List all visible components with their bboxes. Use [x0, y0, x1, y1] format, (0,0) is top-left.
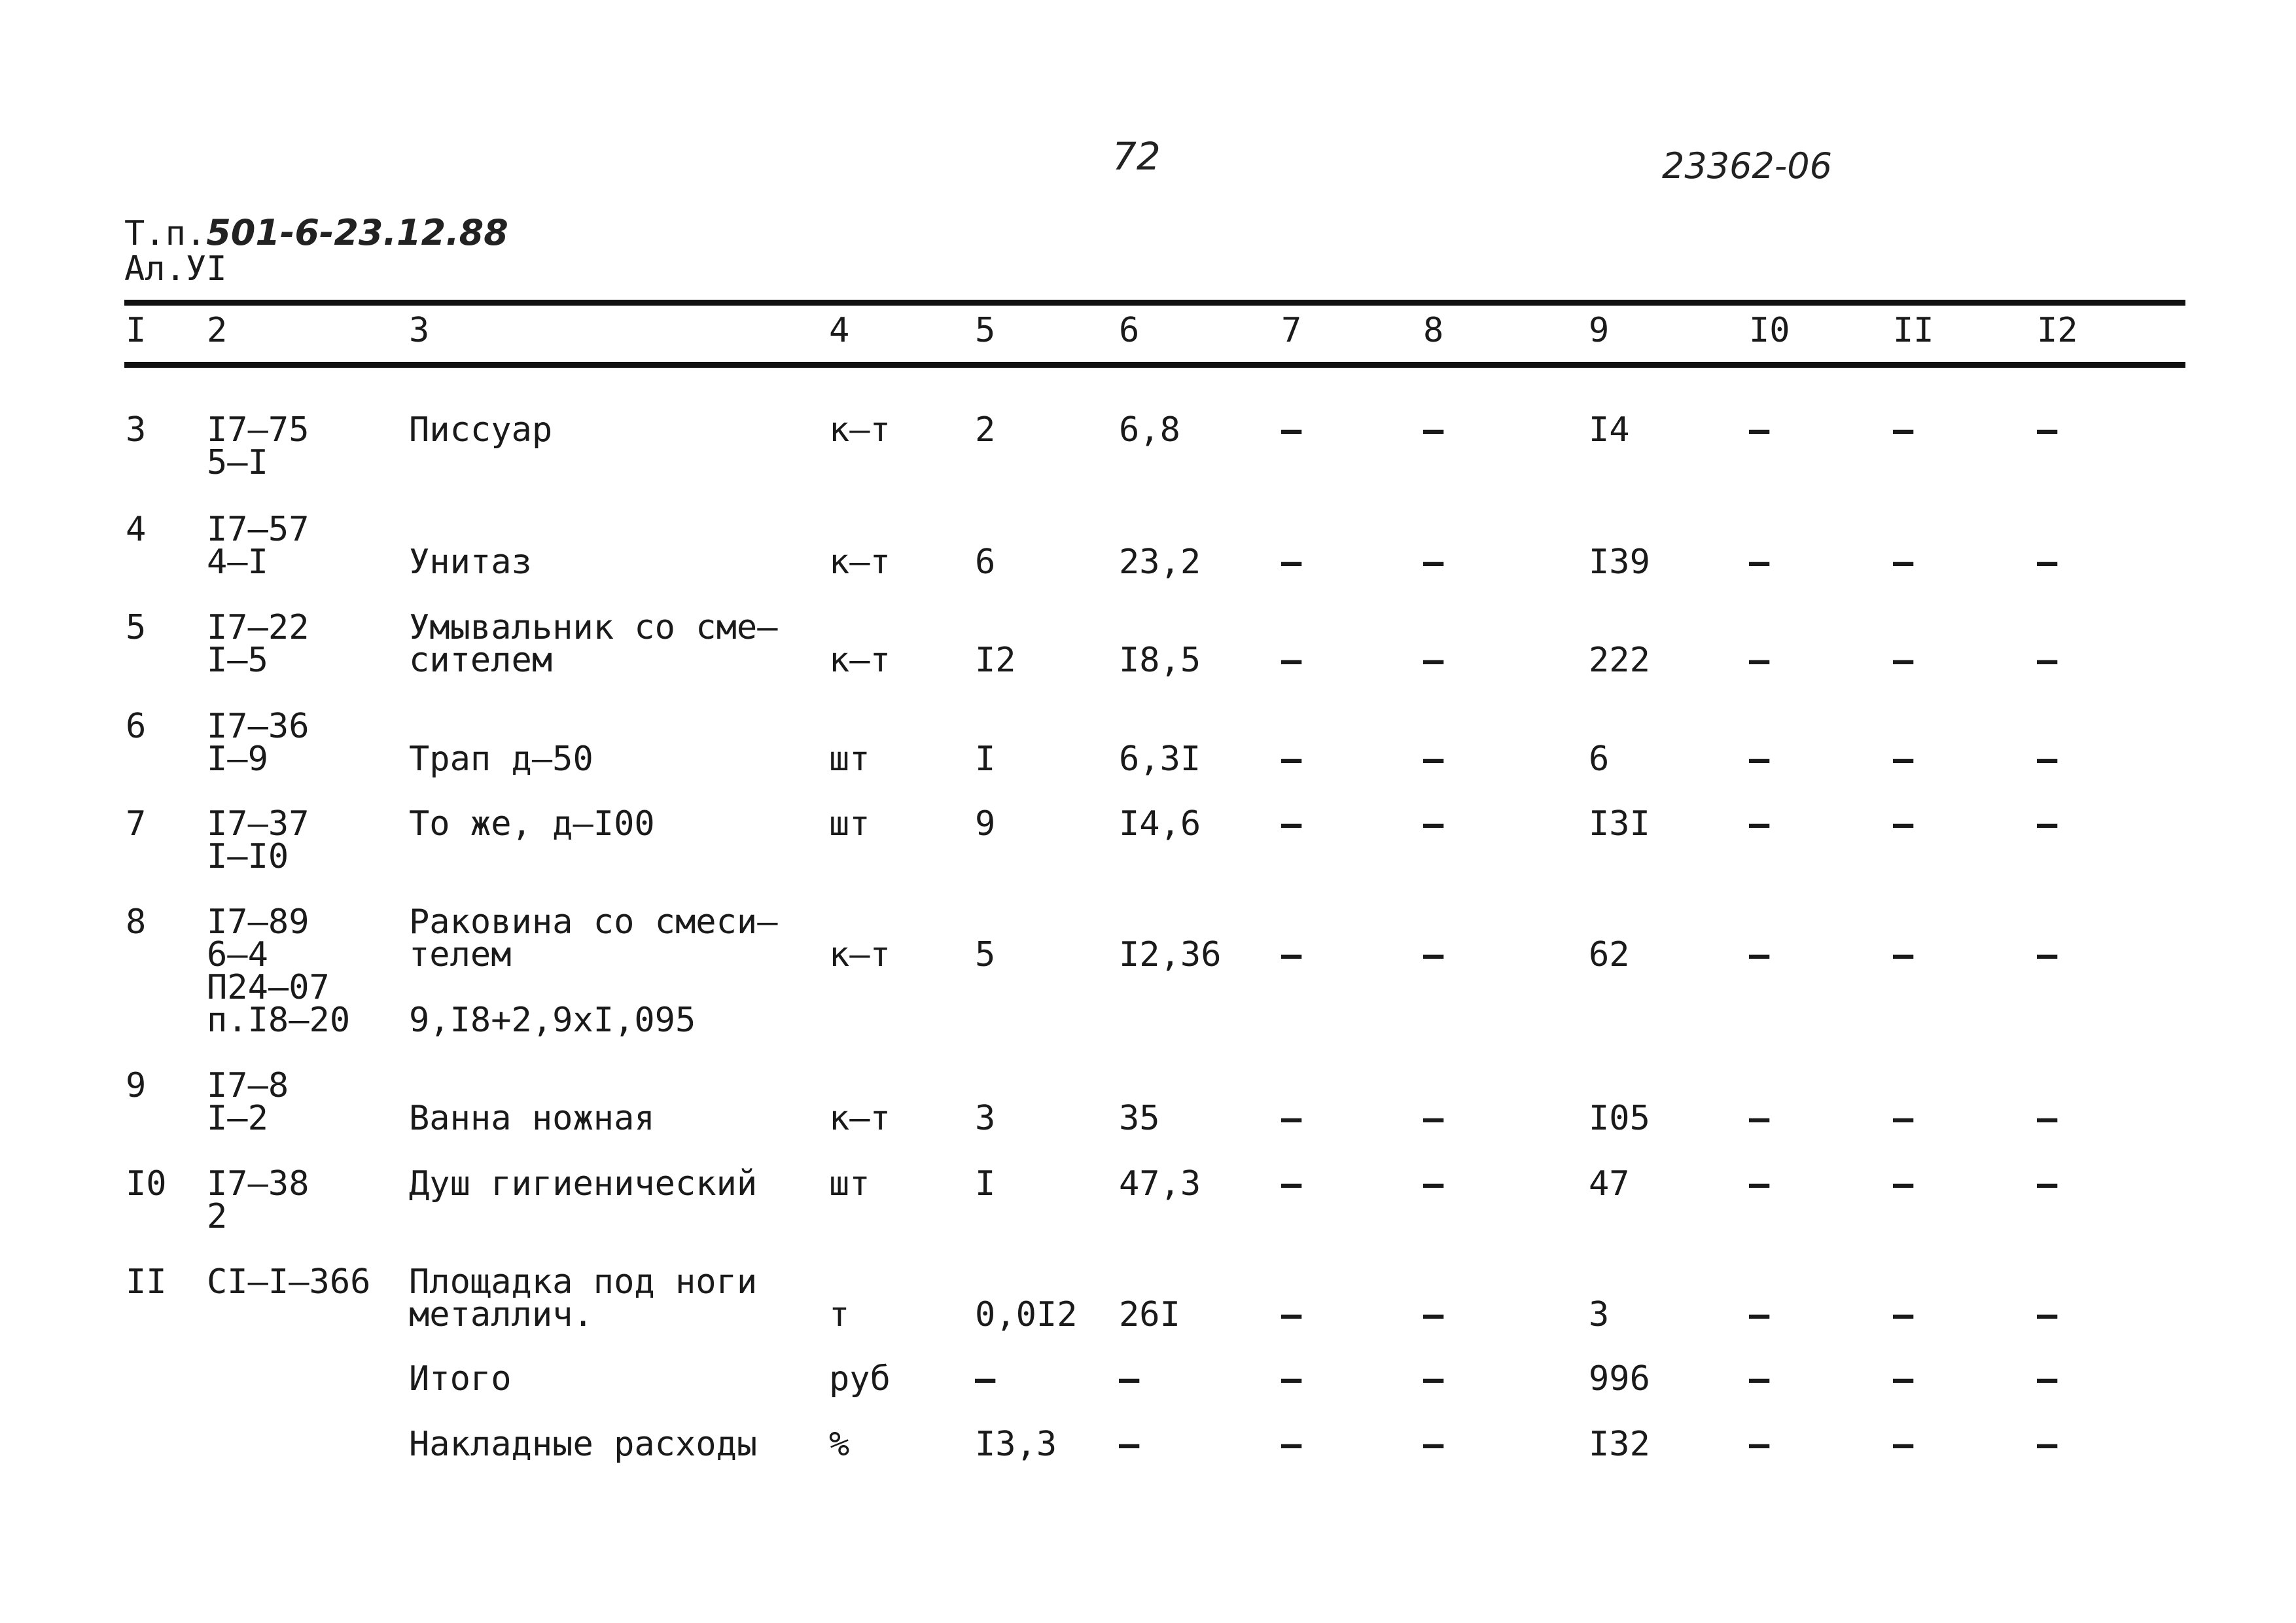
unit-cost: I4,6	[1119, 804, 1201, 844]
quantity: 6	[975, 543, 996, 582]
unit-cost: 23,2	[1119, 543, 1201, 582]
calc-note: 9,I8+2,9xI,095	[409, 1001, 696, 1040]
item-name: Раковина со смеси–	[409, 902, 778, 942]
col-11-value: –	[1893, 935, 1914, 974]
column-header: I	[126, 311, 147, 350]
estimate-code: I7–8	[207, 1066, 289, 1105]
quantity: 3	[975, 1099, 996, 1138]
quantity: –	[975, 1359, 996, 1399]
col-12-value: –	[2037, 641, 2058, 680]
unit-cost: 6,8	[1119, 410, 1180, 450]
project-line	[124, 212, 508, 253]
unit-cost: 26I	[1119, 1295, 1180, 1334]
row-number: 7	[126, 804, 147, 844]
unit: к–т	[829, 1099, 891, 1138]
col-12-value: –	[2037, 1359, 2058, 1399]
column-header: 5	[975, 311, 996, 350]
row-number: 8	[126, 902, 147, 942]
estimate-code: 4–I	[207, 543, 268, 582]
col-11-value: –	[1893, 1425, 1914, 1464]
row-number: II	[126, 1262, 167, 1302]
quantity: I	[975, 740, 996, 779]
estimate-code: П24–07	[207, 968, 330, 1007]
col-8-value: –	[1423, 1425, 1444, 1464]
column-header: 9	[1589, 311, 1610, 350]
column-header: 7	[1281, 311, 1302, 350]
col-12-value: –	[2037, 543, 2058, 582]
quantity: 5	[975, 935, 996, 974]
item-name: металлич.	[409, 1295, 593, 1334]
unit-cost: 35	[1119, 1099, 1160, 1138]
table-header-rule	[124, 362, 2185, 368]
unit: шт	[829, 1164, 870, 1204]
estimate-code: CI–I–366	[207, 1262, 371, 1302]
col-7-value: –	[1281, 1099, 1302, 1138]
row-number: 9	[126, 1066, 147, 1105]
item-name: Ванна ножная	[409, 1099, 655, 1138]
column-header: I2	[2037, 311, 2078, 350]
quantity: 0,0I2	[975, 1295, 1078, 1334]
unit-cost: –	[1119, 1359, 1140, 1399]
col-7-value: –	[1281, 410, 1302, 450]
quantity: I2	[975, 641, 1016, 680]
col-12-value: –	[2037, 804, 2058, 844]
col-8-value: –	[1423, 1295, 1444, 1334]
col-7-value: –	[1281, 1295, 1302, 1334]
col-12-value: –	[2037, 1425, 2058, 1464]
col-10-value: –	[1749, 804, 1770, 844]
col-10-value: –	[1749, 641, 1770, 680]
col-8-value: –	[1423, 804, 1444, 844]
column-header: II	[1893, 311, 1934, 350]
col-8-value: –	[1423, 1164, 1444, 1204]
col-7-value: –	[1281, 543, 1302, 582]
item-name: Унитаз	[409, 543, 532, 582]
col-12-value: –	[2037, 1164, 2058, 1204]
unit: т	[829, 1295, 850, 1334]
unit-cost: –	[1119, 1425, 1140, 1464]
col-10-value: –	[1749, 1295, 1770, 1334]
project-number: 501-6-23.12.88	[206, 212, 508, 253]
item-name: Площадка под ноги	[409, 1262, 758, 1302]
col-8-value: –	[1423, 543, 1444, 582]
col-8-value: –	[1423, 1099, 1444, 1138]
col-7-value: –	[1281, 935, 1302, 974]
estimate-code: п.I8–20	[207, 1001, 351, 1040]
page-number: 72	[1112, 134, 1161, 179]
col-7-value: –	[1281, 1164, 1302, 1204]
row-number: 5	[126, 608, 147, 647]
col-12-value: –	[2037, 935, 2058, 974]
col-12-value: –	[2037, 1295, 2058, 1334]
estimate-code: I7–37	[207, 804, 309, 844]
total-cost: I05	[1589, 1099, 1650, 1138]
unit: руб	[829, 1359, 891, 1399]
estimate-code: I7–36	[207, 707, 309, 746]
estimate-code: 6–4	[207, 935, 268, 974]
estimate-code: I–5	[207, 641, 268, 680]
col-10-value: –	[1749, 740, 1770, 779]
unit: шт	[829, 804, 870, 844]
item-name: телем	[409, 935, 512, 974]
col-11-value: –	[1893, 410, 1914, 450]
unit-cost: 47,3	[1119, 1164, 1201, 1204]
col-10-value: –	[1749, 543, 1770, 582]
total-cost: I32	[1589, 1425, 1650, 1464]
column-header: I0	[1749, 311, 1790, 350]
column-header: 4	[829, 311, 850, 350]
row-number: 3	[126, 410, 147, 450]
item-name: Итого	[409, 1359, 512, 1399]
col-11-value: –	[1893, 1359, 1914, 1399]
total-cost: I4	[1589, 410, 1630, 450]
row-number: I0	[126, 1164, 167, 1204]
total-cost: 3	[1589, 1295, 1610, 1334]
item-name: Писсуар	[409, 410, 553, 450]
unit-cost: I8,5	[1119, 641, 1201, 680]
col-10-value: –	[1749, 1099, 1770, 1138]
unit-cost: 6,3I	[1119, 740, 1201, 779]
col-11-value: –	[1893, 1295, 1914, 1334]
item-name: То же, д–I00	[409, 804, 655, 844]
col-10-value: –	[1749, 1425, 1770, 1464]
estimate-code: I7–57	[207, 510, 309, 549]
total-cost: 222	[1589, 641, 1650, 680]
col-11-value: –	[1893, 1164, 1914, 1204]
total-cost: 62	[1589, 935, 1630, 974]
unit: к–т	[829, 935, 891, 974]
item-name: Умывальник со сме–	[409, 608, 778, 647]
estimate-code: I–2	[207, 1099, 268, 1138]
column-header: 2	[207, 311, 228, 350]
col-11-value: –	[1893, 543, 1914, 582]
total-cost: I3I	[1589, 804, 1650, 844]
unit: к–т	[829, 410, 891, 450]
col-10-value: –	[1749, 1164, 1770, 1204]
col-7-value: –	[1281, 740, 1302, 779]
total-cost: I39	[1589, 543, 1650, 582]
estimate-code: I7–75	[207, 410, 309, 450]
col-12-value: –	[2037, 410, 2058, 450]
estimate-code: I–9	[207, 740, 268, 779]
quantity: I3,3	[975, 1425, 1057, 1464]
unit-cost: I2,36	[1119, 935, 1222, 974]
quantity: 9	[975, 804, 996, 844]
col-11-value: –	[1893, 804, 1914, 844]
col-10-value: –	[1749, 410, 1770, 450]
item-name: сителем	[409, 641, 553, 680]
row-number: 4	[126, 510, 147, 549]
estimate-code: I7–22	[207, 608, 309, 647]
unit: к–т	[829, 641, 891, 680]
col-7-value: –	[1281, 1359, 1302, 1399]
total-cost: 996	[1589, 1359, 1650, 1399]
col-7-value: –	[1281, 804, 1302, 844]
column-header: 8	[1423, 311, 1444, 350]
row-number: 6	[126, 707, 147, 746]
estimate-code: 2	[207, 1197, 228, 1236]
total-cost: 47	[1589, 1164, 1630, 1204]
item-name: Накладные расходы	[409, 1425, 758, 1464]
item-name: Трап д–50	[409, 740, 593, 779]
estimate-code: I–I0	[207, 837, 289, 876]
unit: %	[829, 1425, 850, 1464]
estimate-code: I7–89	[207, 902, 309, 942]
column-header: 6	[1119, 311, 1140, 350]
col-7-value: –	[1281, 641, 1302, 680]
col-7-value: –	[1281, 1425, 1302, 1464]
col-12-value: –	[2037, 1099, 2058, 1138]
col-8-value: –	[1423, 641, 1444, 680]
total-cost: 6	[1589, 740, 1610, 779]
project-prefix: Т.п.	[124, 214, 207, 253]
document-number: 23362-06	[1662, 145, 1832, 187]
col-11-value: –	[1893, 1099, 1914, 1138]
item-name: Душ гигиенический	[409, 1164, 758, 1204]
table-top-rule	[124, 300, 2185, 306]
col-10-value: –	[1749, 1359, 1770, 1399]
quantity: 2	[975, 410, 996, 450]
quantity: I	[975, 1164, 996, 1204]
col-8-value: –	[1423, 1359, 1444, 1399]
unit: к–т	[829, 543, 891, 582]
col-8-value: –	[1423, 740, 1444, 779]
col-10-value: –	[1749, 935, 1770, 974]
col-12-value: –	[2037, 740, 2058, 779]
col-11-value: –	[1893, 740, 1914, 779]
col-11-value: –	[1893, 641, 1914, 680]
estimate-code: I7–38	[207, 1164, 309, 1204]
column-header: 3	[409, 311, 430, 350]
album-label: Ал.УI	[124, 249, 227, 289]
unit: шт	[829, 740, 870, 779]
col-8-value: –	[1423, 410, 1444, 450]
estimate-code: 5–I	[207, 443, 268, 482]
col-8-value: –	[1423, 935, 1444, 974]
